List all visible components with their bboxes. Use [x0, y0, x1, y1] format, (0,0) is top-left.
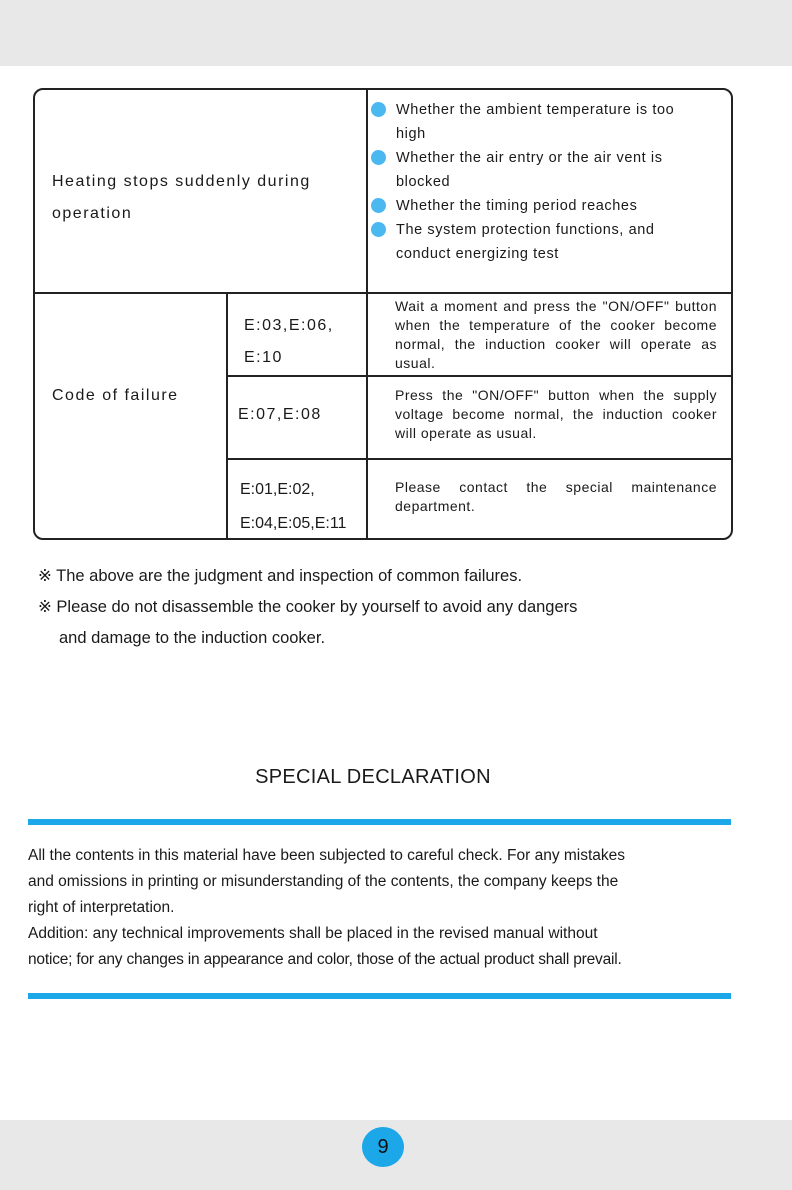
divider-top [28, 819, 731, 825]
solution-text-1: Wait a moment and press the "ON/OFF" button when the temperature of the cooker become normal, the induction cooker will operate as usual. [395, 298, 717, 371]
note-do-not-disassemble-continued: and damage to the induction cooker. [59, 629, 326, 647]
declaration-line: right of interpretation. [28, 899, 175, 916]
bullet-dot-icon [371, 222, 386, 237]
problem-code-of-failure: Code of failure [52, 387, 179, 404]
bullet-dot-icon [371, 150, 386, 165]
page-number-badge: 9 [362, 1127, 404, 1167]
note-do-not-disassemble: ※ Please do not disassemble the cooker by yourself to avoid any dangers [38, 598, 578, 616]
special-declaration-title: SPECIAL DECLARATION [255, 766, 491, 788]
code-row-divider-2 [227, 458, 732, 460]
declaration-line: Addition: any technical improvements shall be placed in the revised manual without [28, 925, 598, 942]
cause-item: Whether the air entry or the air vent is blocked [370, 146, 720, 194]
table-column-divider [366, 89, 368, 539]
declaration-line: and omissions in printing or misunderstanding of the contents, the company keeps the [28, 873, 619, 890]
code-column-divider [226, 293, 228, 539]
reference-mark-icon: ※ [38, 598, 52, 616]
divider-bottom [28, 993, 731, 999]
bullet-dot-icon [371, 198, 386, 213]
note-common-failures: ※ The above are the judgment and inspection of common failures. [38, 567, 523, 585]
declaration-line: All the contents in this material have been subjected to careful check. For any mistakes [28, 847, 626, 864]
problem-heating-stops: Heating stops suddenly during operation [52, 173, 311, 222]
cause-item: The system protection functions, and conduct energizing test [370, 218, 720, 266]
cause-item: Whether the timing period reaches [370, 194, 720, 218]
solution-text-3: Please contact the special maintenance department. [395, 479, 717, 514]
error-code-group-2: E:07,E:08 [238, 406, 322, 423]
error-code-group-1: E:03,E:06, E:10 [244, 317, 334, 366]
code-row-divider-1 [227, 375, 732, 377]
reference-mark-icon: ※ [38, 567, 52, 585]
cause-item: Whether the ambient temperature is too high [370, 98, 720, 146]
declaration-line: notice; for any changes in appearance and color, those of the actual product shall prevail. [28, 951, 622, 968]
declaration-text [28, 843, 768, 973]
table-row-divider [34, 292, 732, 294]
cause-list [370, 98, 720, 266]
bullet-dot-icon [371, 102, 386, 117]
error-code-group-3: E:01,E:02, E:04,E:05,E:11 [240, 481, 347, 532]
solution-text-2: Press the "ON/OFF" button when the supply voltage become normal, the induction cooker will operate as usual. [395, 387, 717, 441]
header-band [0, 0, 792, 66]
